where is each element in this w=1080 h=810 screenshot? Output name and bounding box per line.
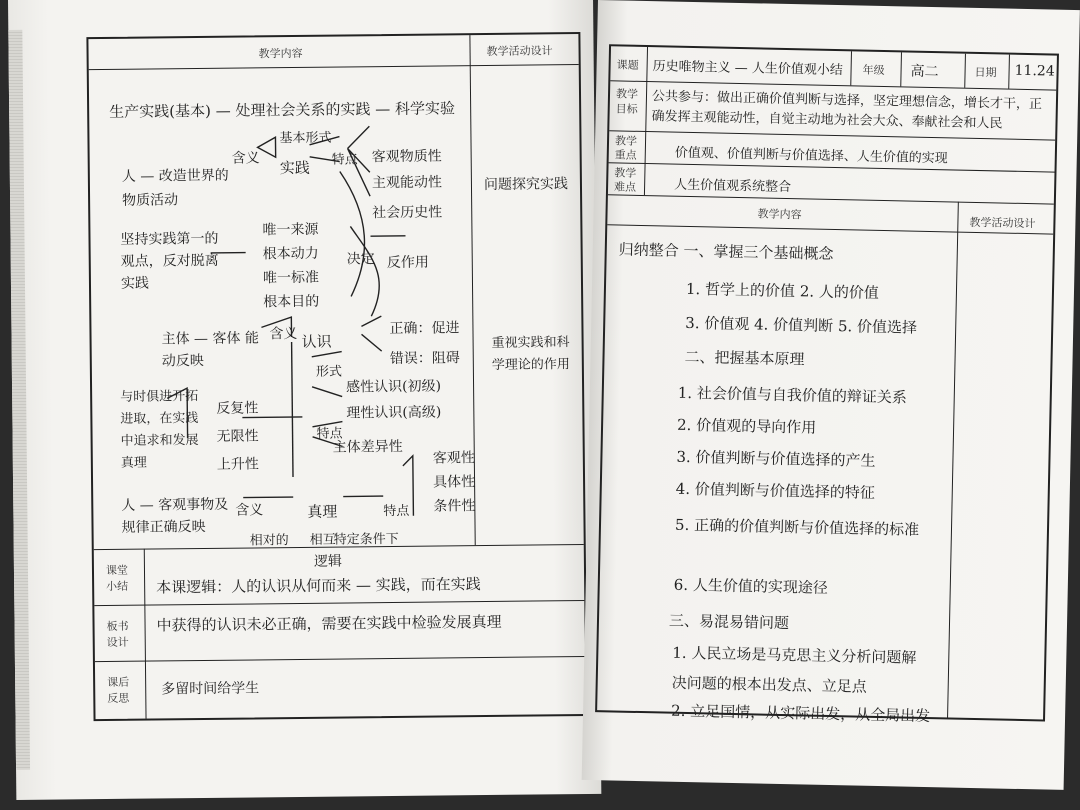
note-conditionality: 条件性 [433,498,476,515]
line-2: 1. 哲学上的价值 2. 人的价值 [685,279,880,302]
content-header: 教学内容 [258,46,303,61]
note-wrong-hinder: 错误：阻碍 [389,350,460,368]
note-relative: 相对的 [249,533,289,549]
label-reflection: 课后反思 [107,675,130,705]
line-9: 5. 正确的价值判断与价值选择的标准 [674,515,920,539]
note-practice: 实践 [279,158,310,178]
note-forms: 形式 [315,364,343,380]
line-6: 2. 价值观的导向作用 [676,415,817,437]
note-mutual: 相互 [309,532,336,548]
activity-header: 教学活动设计 [969,215,1036,231]
reflection-note: 多留时间给学生 [161,680,260,698]
note-social-historical: 社会历史性 [372,204,443,222]
note-correct-reflection: 人 — 客观事物及规律正确反映 [121,496,229,536]
line-4: 二、把握基本原理 [684,347,805,369]
note-cognition: 认识 [301,332,332,351]
line-8: 4. 价值判断与价值选择的特征 [675,479,876,502]
line-5: 1. 社会价值与自我价值的辩证关系 [677,383,908,407]
summary-heading: 逻辑 [313,553,342,570]
board-note: 中获得的认识未必正确，需要在实践中检验发展真理 [156,612,502,635]
note-objectivity: 客观性 [432,450,475,467]
activity-note-2: 重视实践和科学理论的作用 [491,335,570,373]
activity-header: 教学活动设计 [486,44,553,58]
note-subject-difference: 主体差异性 [332,438,403,456]
topic-value: 历史唯物主义 — 人生价值观小结 [652,59,843,79]
note-meaning-1: 含义 [231,150,260,167]
note-features-3: 特点 [383,503,410,520]
line-13: 决问题的根本出发点、立足点 [671,673,867,696]
note-fundamental-goal: 根本目的 [263,293,320,311]
note-ascending: 上升性 [216,456,259,473]
note-counter-effect: 反作用 [386,254,429,272]
note-subjective-initiative: 主观能动性 [371,174,443,192]
left-notebook-page [8,0,601,800]
note-concreteness: 具体性 [432,474,476,491]
line-1: 归纳整合 一、掌握三个基础概念 [618,240,834,263]
line-11: 三、易混易错问题 [668,611,790,633]
line-14: 2. 立足国情，从实际出发，从全局出发 [670,701,931,726]
note-subject-object: 主体 — 客体 能动反映 [161,330,260,370]
note-features-2: 特点 [316,426,343,442]
note-infinite: 无限性 [216,428,259,445]
key-value: 价值观、价值判断与价值选择、人生价值的实现 [674,145,948,167]
label-difficult: 教学难点 [613,166,637,194]
note-meaning-2: 含义 [269,325,298,343]
note-insist-practice: 坚持实践第一的观点，反对脱离实践 [120,230,219,292]
note-repetitive: 反复性 [216,400,259,417]
line-7: 3. 价值判断与价值选择的产生 [676,447,876,470]
note-fundamental-force: 根本动力 [262,245,319,263]
goals-value: 公共参与：做出正确价值判断与选择，坚定理想信念，增长才干，正确发挥主观能动性，自觉主动地为社会大众、奉献社会和人民 [651,89,1043,132]
note-decide: 决定 [346,251,375,268]
note-perceptual: 感性认识(初级) [345,378,442,396]
difficult-value: 人生价值观系统整合 [673,177,792,196]
note-only-standard: 唯一标准 [262,269,320,287]
label-topic: 课题 [616,58,639,72]
label-date: 日期 [974,65,997,80]
date-value: 11.24 [1014,62,1055,80]
note-features-1: 特点 [331,152,358,168]
label-grade: 年级 [862,63,885,78]
note-keep-pace: 与时俱进开拓进取，在实践中追求和发展真理 [120,389,199,471]
lesson-plan-table-right [595,44,1059,726]
note-person-activity: 人 — 改造世界的物质活动 [121,167,229,209]
note-truth: 真理 [307,502,338,521]
line-12: 1. 人民立场是马克思主义分析问题解 [672,643,917,667]
line-10: 6. 人生价值的实现途径 [673,575,829,597]
label-key: 教学重点 [614,134,638,162]
right-notebook-page [582,0,1080,790]
note-correct-promote: 正确：促进 [389,320,460,338]
content-header: 教学内容 [757,207,802,222]
note-specific-condition: 特定条件下 [333,531,399,548]
line-3: 3. 价值观 4. 价值判断 5. 价值选择 [685,313,918,337]
note-only-source: 唯一来源 [262,221,319,239]
note-rational: 理性认识(高级) [346,404,442,422]
summary-note: 本课逻辑：人的认识从何而来 — 实践，而在实践 [156,575,481,597]
note-objective-material: 客观物质性 [371,148,442,166]
note-meaning-3: 含义 [235,502,264,519]
label-board: 板书设计 [106,619,129,650]
concept-map-lines [8,0,601,800]
grade-value: 高二 [910,63,939,81]
note-practice-forms: 生产实践(基本) — 处理社会关系的实践 — 科学实验 [109,99,456,121]
activity-note-1: 问题探究实践 [483,176,569,194]
label-summary: 课堂小结 [105,563,129,594]
note-basic-forms: 基本形式 [279,130,332,147]
label-goals: 教学目标 [615,87,639,116]
